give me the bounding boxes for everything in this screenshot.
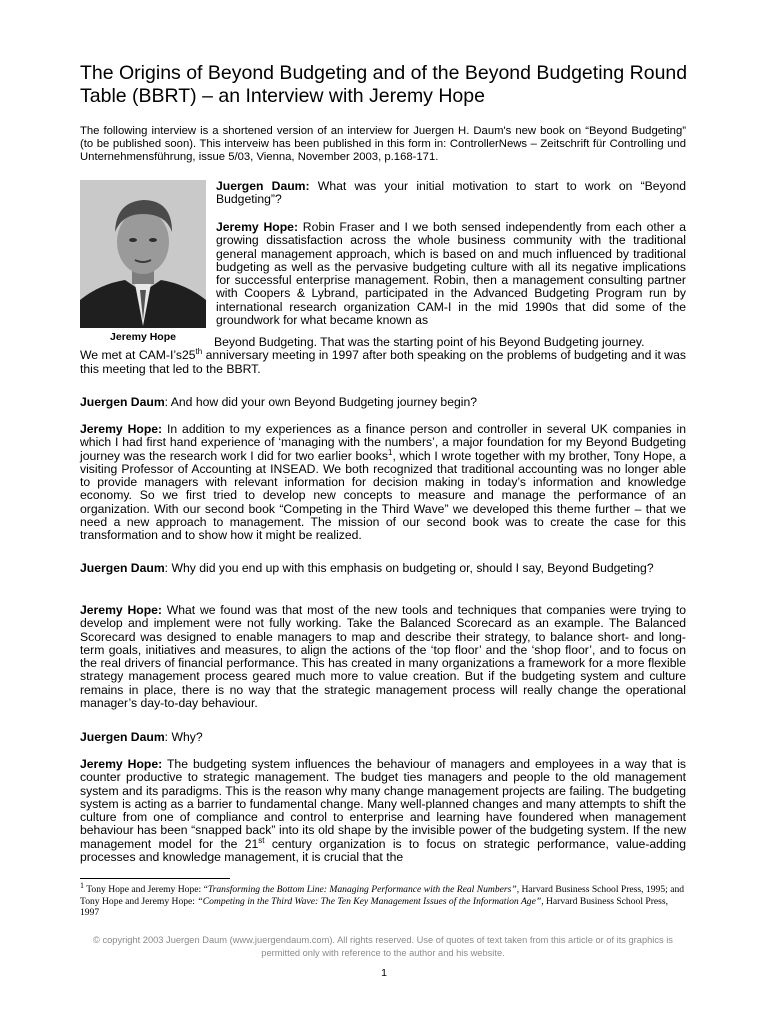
footnote-text: , Harvard Business School Press, 1995; and Tony Hope and Jeremy Hope:	[80, 884, 685, 907]
article-title: The Origins of Beyond Budgeting and of the Beyond Budgeting Round Table (BBRT) – an Interview with Jeremy Hope	[80, 62, 688, 107]
answer-text: The budgeting system influences the behaviour of managers and employees in a way that is counter productive to strategic management. The budget ties managers and people to the old management system and its paradigms. This is the reason why many change management projects are failing. The budgeting system is acting as a barrier to fundamental change. Many well-planned changes and many attempts to shift the culture from one of compliance and control to enterprise and learning have foundered when management behaviour has been “snapped back” into its old shape by the invisible power of the budgeting system. If the new management model for the 21	[80, 757, 687, 851]
answer-text-line: Beyond Budgeting. That was the starting point of his Beyond Budgeting journey.	[214, 335, 645, 349]
question-text: : Why did you end up with this emphasis on budgeting or, should I say, Beyond Budgeting?	[164, 561, 654, 575]
speaker-label: Jeremy Hope:	[80, 757, 163, 771]
copyright-notice: © copyright 2003 Juergen Daum (www.juergendaum.com). All rights reserved. Use of quotes of text taken from this article or of its graphics is permitted only with reference to the author and his website.	[93, 935, 673, 958]
footnote-mark: 1	[80, 880, 84, 890]
answer-text: Robin Fraser and I we both sensed independently from each other a growing dissatisfaction across the whole business community with the traditional general management approach, which is based on and much influenced by traditional budgeting as well as the pervasive budgeting culture with all its negative implications for successful enterprise management. Robin, then a management consulting partner with Coopers & Lybrand, participated in the Advanced Budgeting Program run by international research organization CAM-I in the mid 1990s that did some of the groundwork for what became known as	[216, 220, 686, 328]
speaker-label: Juergen Daum	[80, 730, 165, 744]
footnote-text: , Harvard Business School Press, 1997	[80, 895, 669, 919]
speaker-label: Jeremy Hope:	[216, 220, 298, 234]
answer-1	[216, 221, 686, 327]
intro-paragraph: The following interview is a shortened version of an interview for Juergen H. Daum's new book on “Beyond Budgeting” (to be published soon). This interveiw has been published in this form in: ControllerNews – Zeitschrift für Controlling und Unternehmensführung, issue 5/03, Vienna, November 2003, p.168-171.	[80, 125, 686, 164]
answer-text: In addition to my experiences as a finance person and controller in several UK companies in which I had first hand experience of ‘managing with the numbers’, a major foundation for my Beyond Budgeting journey was the research work I did for two earlier books	[80, 422, 686, 463]
ordinal-suffix: st	[258, 835, 265, 845]
answer-4	[80, 758, 686, 864]
answer-text: We met at CAM-I’s25	[80, 348, 196, 363]
ordinal-suffix: th	[195, 347, 203, 357]
answer-1-continued	[80, 336, 686, 376]
question-text: : Why?	[164, 730, 203, 744]
question-2	[80, 396, 686, 409]
footnote-divider	[80, 878, 230, 879]
answer-text: century organization is to focus on strategic performance, value-adding processes and knowledge management, it is crucial that the	[80, 836, 686, 865]
question-1	[216, 180, 686, 207]
footnote-text: Tony Hope and Jeremy Hope: “	[84, 884, 208, 895]
jeremy-hope-photo	[80, 180, 206, 328]
answer-text: What we found was that most of the new tools and techniques that companies were trying to develop and implement were not fully working. Take the Balanced Scorecard as an example. The Balanced Scorecard was designed to enable managers to map and describe their strategy, to balance short- and long-term goals, initiatives and measures, to align the actions of the ‘top floor’ and the ‘shop floor’, and to focus on the real drivers of financial performance. This has created in many organizations a framework for a more flexible strategy management process geared much more to value creation. But if the budgeting system and culture remains in place, there is no way that the strategic management process will really change the operational manager’s day-to-day behaviour.	[80, 603, 686, 711]
question-3	[80, 562, 686, 575]
book-title-1: Transforming the Bottom Line: Managing Performance with the Real Numbers”	[207, 884, 517, 895]
book-title-2: “Competing in the Third Wave: The Ten Key Management Issues of the Information Age”	[197, 895, 542, 907]
question-text: What was your initial motivation to start to work on “Beyond Budgeting”?	[216, 179, 687, 207]
speaker-label: Juergen Daum	[80, 395, 165, 409]
page-number: 1	[381, 967, 387, 979]
speaker-label: Juergen Daum	[80, 561, 165, 575]
photo-caption: Jeremy Hope	[110, 331, 176, 343]
answer-text: anniversary meeting in 1997 after both speaking on the problems of budgeting and it was this meeting that led to the BBRT.	[80, 348, 686, 376]
footnote-reference: 1	[388, 447, 393, 457]
answer-3	[80, 604, 686, 710]
speaker-label: Jeremy Hope:	[80, 603, 162, 617]
footnote	[80, 880, 686, 919]
answer-text: , which I wrote together with my brother, Tony Hope, a visiting Professor of Accounting at INSEAD. We both recognized that traditional accounting was no longer able to provide managers with relevant information for decision making in today’s information and knowledge economy. So we first tried to develop new concepts to measure and manage the performance of an organization. With our second book “Competing in the Third Wave” we developed this theme further – that we need a new approach to management. The mission of our second book was to create the case for this transformation and to show how it might be realized.	[80, 448, 687, 543]
speaker-label: Jeremy Hope:	[80, 422, 163, 436]
question-text: : And how did your own Beyond Budgeting journey begin?	[164, 395, 478, 409]
speaker-label: Juergen Daum:	[216, 179, 310, 193]
question-4	[80, 731, 686, 744]
answer-2	[80, 423, 686, 543]
